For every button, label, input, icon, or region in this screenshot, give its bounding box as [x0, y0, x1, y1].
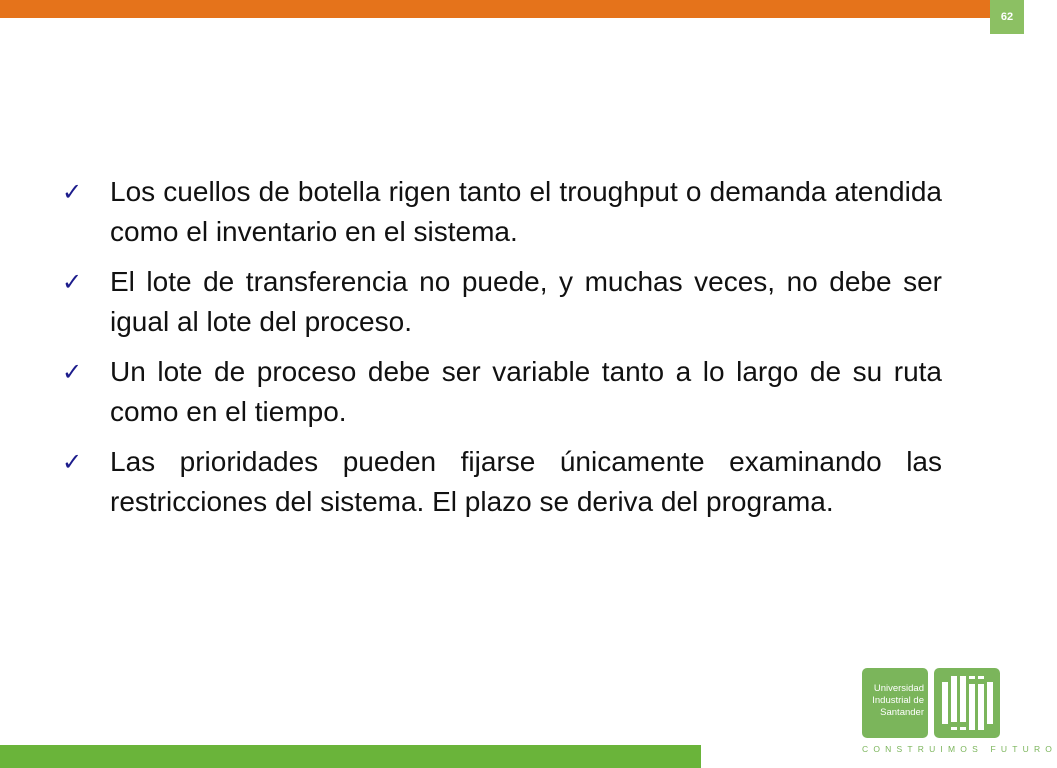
logo-line: Santander	[880, 707, 924, 718]
bullet-text: Las prioridades pueden fijarse únicamente examinando las restricciones del sistema. El plazo se deriva del programa.	[110, 446, 942, 517]
motto-text: CONSTRUIMOS FUTURO	[862, 744, 1057, 754]
checkmark-icon: ✓	[62, 448, 83, 476]
bullet-text: El lote de transferencia no puede, y muchas veces, no debe ser igual al lote del proceso.	[110, 266, 942, 337]
bullet-text: Los cuellos de botella rigen tanto el troughput o demanda atendida como el inventario en el sistema.	[110, 176, 942, 247]
checkmark-icon: ✓	[62, 268, 83, 296]
list-item	[62, 172, 942, 252]
page-number: 62	[990, 0, 1024, 34]
list-item	[62, 262, 942, 342]
checkmark-icon: ✓	[62, 178, 83, 206]
list-item	[62, 352, 942, 432]
logo-line: Industrial de	[872, 695, 924, 706]
logo-line: Universidad	[873, 683, 924, 694]
top-accent-bar	[0, 0, 1024, 18]
bullet-text: Un lote de proceso debe ser variable tanto a lo largo de su ruta como en el tiempo.	[110, 356, 942, 427]
university-name-logo	[862, 668, 928, 738]
uis-logo-icon	[934, 668, 1000, 738]
list-item	[62, 442, 942, 522]
bullet-list	[62, 172, 942, 532]
checkmark-icon: ✓	[62, 358, 83, 386]
bottom-accent-bar	[0, 745, 701, 768]
